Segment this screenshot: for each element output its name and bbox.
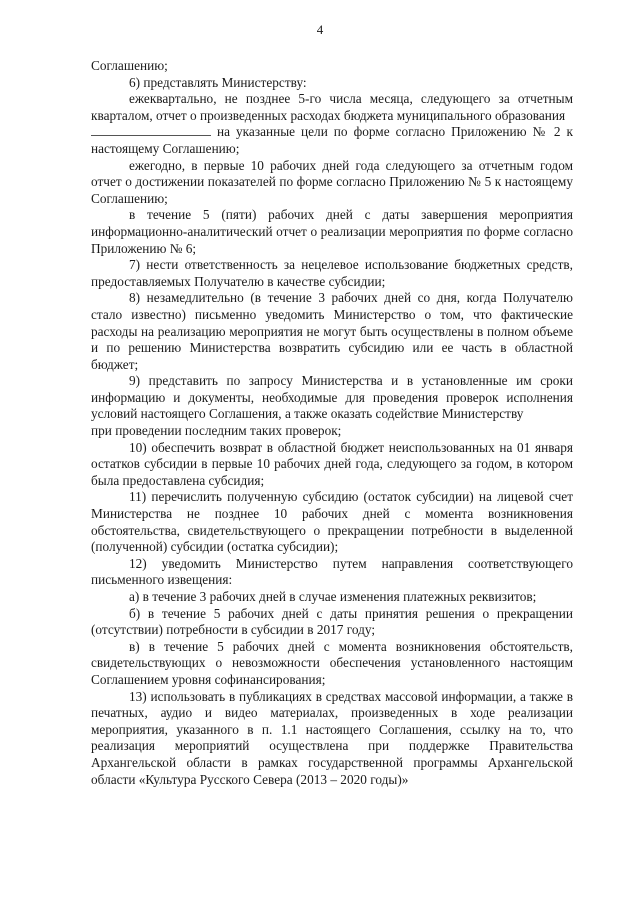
paragraph: 11) перечислить полученную субсидию (остаток субсидии) на лицевой счет Министерства не позднее 10 рабочих дней с момента возникновения обстоятельства, свидетельствующего о прекращении потребности в выделенной (полученной) субсидии (остатка субсидии);	[91, 489, 573, 555]
paragraph: ежеквартально, не позднее 5-го числа месяца, следующего за отчетным кварталом, отчет о произведенных расходах бюджета муниципального образования	[91, 91, 573, 123]
paragraph: а) в течение 3 рабочих дней в случае изменения платежных реквизитов;	[129, 589, 537, 604]
paragraph: 13) использовать в публикациях в средствах массовой информации, а также в печатных, аудио и видео материалах, произведенных в ходе реализации мероприятия, указанного в п. 1.1 настоящего Соглашения, ссылку на то, что реализация мероприятий осуществлена при поддержке Правительства Архангельской области в рамках государственной программы Архангельской области «Культура Русского Севера (2013 – 2020 годы)»	[91, 688, 573, 787]
page-number: 4	[316, 22, 324, 37]
paragraph: в течение 5 (пяти) рабочих дней с даты завершения мероприятия информационно-аналитический отчет о реализации мероприятия по форме согласно Приложению № 6;	[91, 207, 573, 256]
paragraph-continuation: на указанные цели по форме согласно Приложению № 2 к настоящему Соглашению;	[91, 124, 573, 156]
paragraph: при проведении последним таких проверок;	[91, 423, 342, 439]
paragraph: 6) представлять Министерству:	[129, 74, 307, 90]
paragraph: в) в течение 5 рабочих дней с момента возникновения обстоятельств, свидетельствующих о невозможности обеспечения установленного настоящим Соглашением уровня софинансирования;	[91, 638, 573, 687]
paragraph: б) в течение 5 рабочих дней с даты принятия решения о прекращении (отсутствии) потребности в субсидии в 2017 году;	[91, 605, 573, 638]
paragraph	[91, 124, 573, 157]
paragraph: 9) представить по запросу Министерства и в установленные им сроки информацию и документы, необходимые для проведения проверок исполнения условий настоящего Соглашения, а также оказать содействие Министерству	[91, 373, 573, 422]
paragraph: 10) обеспечить возврат в областной бюджет неиспользованных на 01 января остатков субсидии в первые 10 рабочих дней года, следующего за годом, в котором была предоставлена субсидия;	[91, 439, 573, 488]
paragraph: ежегодно, в первые 10 рабочих дней года следующего за отчетным годом отчет о достижении показателей по форме согласно Приложению № 5 к настоящему Соглашению;	[91, 157, 573, 206]
paragraph: 7) нести ответственность за нецелевое использование бюджетных средств, предоставляемых Получателю в качестве субсидии;	[91, 257, 573, 289]
paragraph: Соглашению;	[91, 58, 168, 73]
blank-field-line	[91, 124, 211, 136]
paragraph: 12) уведомить Министерство путем направления соответствующего письменного извещения:	[91, 555, 573, 588]
paragraph: 8) незамедлительно (в течение 3 рабочих дней со дня, когда Получателю стало известно) письменно уведомить Министерство о том, что фактические расходы на реализацию мероприятия не могут быть осуществлены в полном объеме и по решению Министерства возвратить субсидию или ее часть в областной бюджет;	[91, 290, 573, 372]
document-body	[91, 58, 573, 788]
